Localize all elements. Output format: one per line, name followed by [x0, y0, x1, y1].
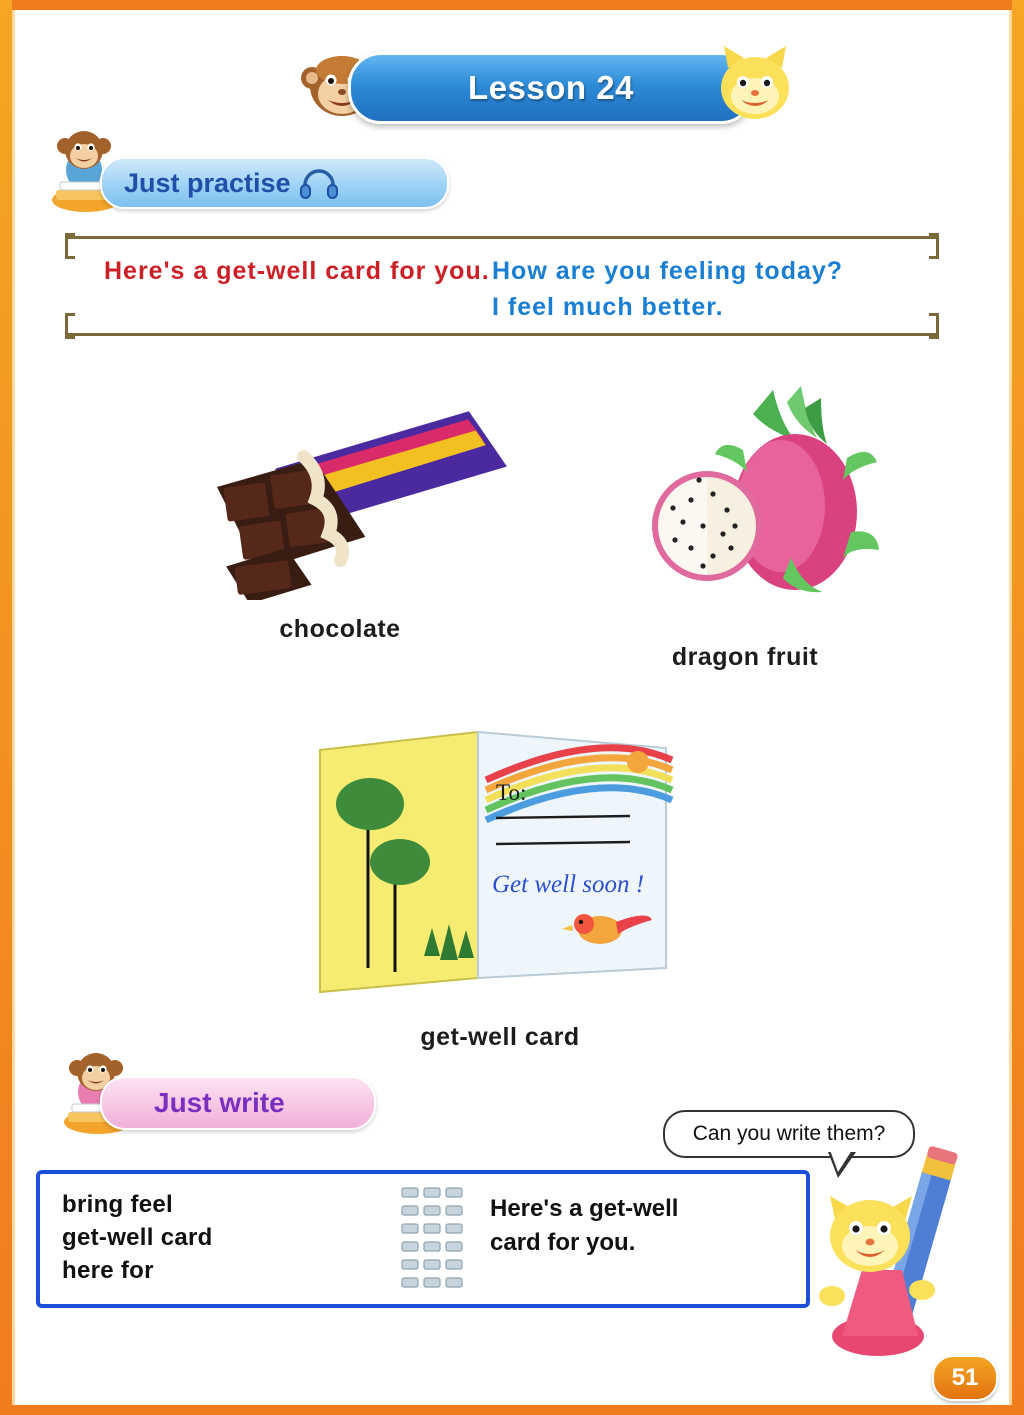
sentence-blue-line1: How are you feeling today?	[492, 257, 844, 285]
svg-text:Get well soon !: Get well soon !	[492, 871, 645, 898]
svg-text:To:: To:	[496, 780, 527, 805]
writing-exercise-box[interactable]	[36, 1170, 810, 1308]
vocab-item-dragon-fruit	[560, 380, 930, 672]
just-practise-label: Just practise	[124, 167, 291, 198]
page-border-right	[1012, 0, 1024, 1415]
word-bank-line-3: here for	[62, 1257, 154, 1285]
just-practise-header	[100, 157, 449, 209]
word-bank-line-2: get-well card	[62, 1224, 213, 1252]
get-well-card-image	[300, 720, 700, 1000]
sentence-box-top-rule	[68, 236, 936, 239]
answer-line-2: card for you.	[490, 1229, 636, 1257]
word-bank	[62, 1188, 213, 1287]
vocab-item-get-well-card	[300, 720, 700, 1052]
just-write-label: Just write	[154, 1087, 285, 1118]
just-write-header	[100, 1076, 376, 1130]
vocab-caption-chocolate: chocolate	[279, 615, 401, 643]
speech-bubble-text: Can you write them?	[692, 1122, 886, 1145]
sentence-blue	[492, 253, 932, 326]
sentence-red: Here's a get-well card for you.	[104, 257, 490, 285]
sentence-blue-line2: I feel much better.	[492, 293, 724, 322]
cat-mascot-icon	[710, 42, 800, 126]
sentence-box-bottom-rule	[68, 333, 936, 336]
vocab-item-chocolate	[150, 400, 530, 644]
page-number-badge	[932, 1355, 998, 1401]
chocolate-bar-image	[160, 400, 520, 600]
model-sentences-box	[68, 236, 936, 336]
headphones-icon	[299, 169, 339, 199]
sentence-box-corner-tl	[65, 233, 75, 259]
answer-text	[490, 1192, 780, 1260]
cat-with-pencil-icon	[800, 1140, 1000, 1370]
page-border-left	[0, 0, 12, 1415]
lesson-title: Lesson 24	[468, 69, 634, 106]
notebook-spiral-icon	[396, 1180, 482, 1298]
page-number: 51	[951, 1364, 979, 1391]
answer-line-1: Here's a get-well	[490, 1195, 679, 1222]
lesson-title-banner	[348, 52, 754, 124]
dragon-fruit-image	[595, 380, 895, 630]
vocab-caption-get-well-card: get-well card	[420, 1023, 580, 1051]
sentence-box-corner-bl	[65, 313, 75, 339]
word-bank-line-1: bring feel	[62, 1191, 174, 1218]
vocab-caption-dragon-fruit: dragon fruit	[671, 643, 819, 671]
